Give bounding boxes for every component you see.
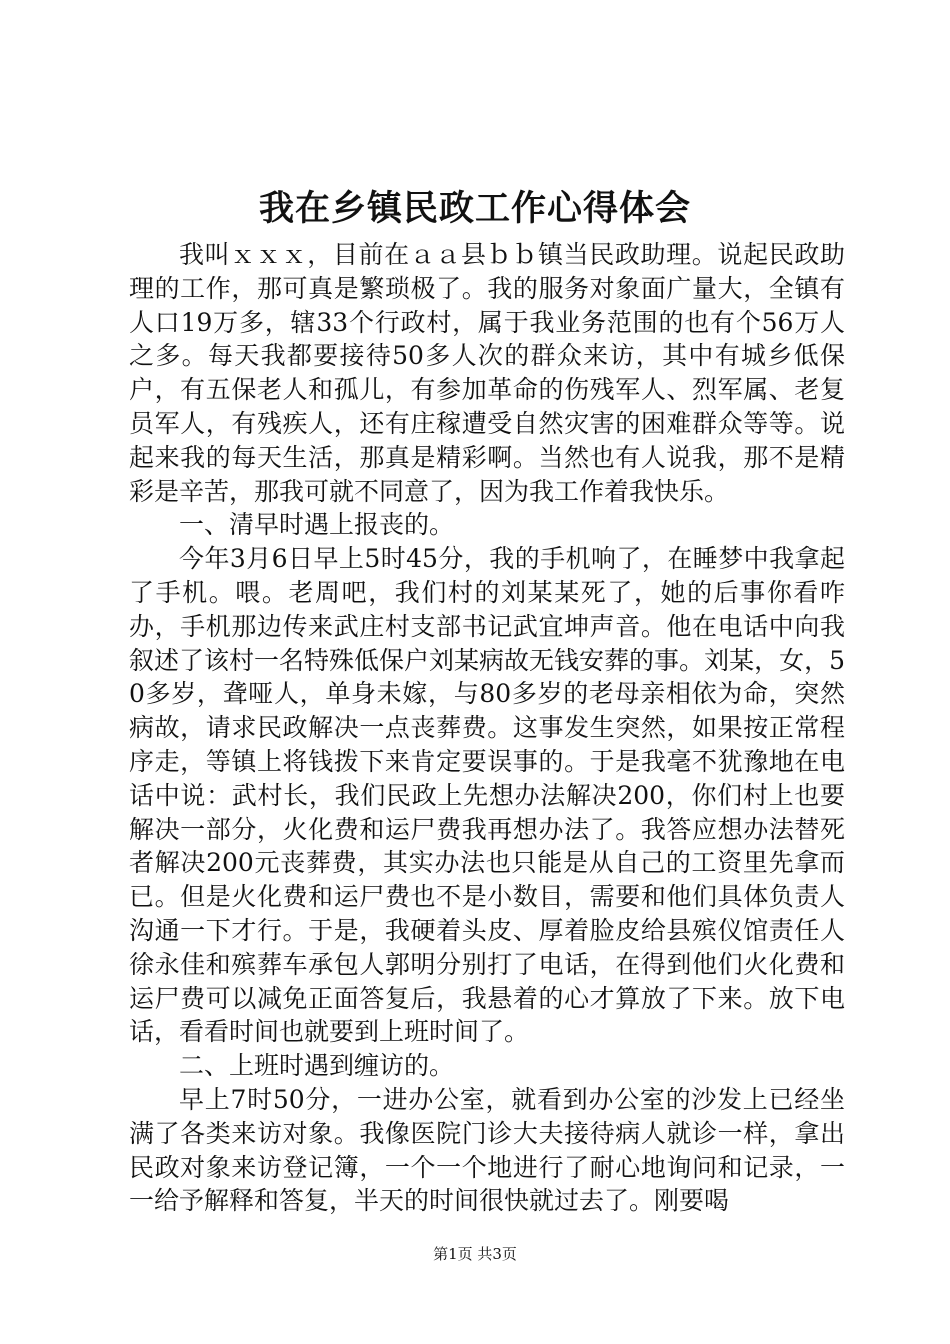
paragraph-section-2: 早上7时50分，一进办公室，就看到办公室的沙发上已经坐满了各类来访对象。我像医院门诊大夫接待病人就诊一样，拿出民政对象来访登记簿，一个一个地进行了耐心地询问和记录，一一给予解释和答复，半天的时间很快就过去了。刚要喝: [129, 1084, 845, 1216]
section-heading-2: 二、上班时遇到缠访的。: [179, 1051, 455, 1081]
page-number-footer: 第1页 共3页: [433, 1245, 517, 1263]
paragraph-section-1: 今年3月6日早上5时45分，我的手机响了，在睡梦中我拿起了手机。喂。老周吧，我们村的刘某某死了，她的后事你看咋办，手机那边传来武庄村支部书记武宜坤声音。他在电话中向我叙述了该村一名特殊低保户刘某病故无钱安葬的事。刘某，女，50多岁，聋哑人，单身未嫁，与80多岁的老母亲相依为命，突然病故，请求民政解决一点丧葬费。这事发生突然，如果按正常程序走，等镇上将钱拨下来肯定要误事的。于是我毫不犹豫地在电话中说：武村长，我们民政上先想办法解决200，你们村上也要解决一部分，火化费和运尸费我再想办法了。我答应想办法替死者解决200元丧葬费，其实办法也只能是从自己的工资里先拿而已。但是火化费和运尸费也不是小数目，需要和他们具体负责人沟通一下才行。于是，我硬着头皮、厚着脸皮给县殡仪馆责任人徐永佳和殡葬车承包人郭明分别打了电话，在得到他们火化费和运尸费可以减免正面答复后，我悬着的心才算放了下来。放下电话，看看时间也就要到上班时间了。: [129, 544, 845, 1047]
document-body: [129, 238, 845, 1218]
paragraph-intro: 我叫ｘｘｘ，目前在ａａ县ｂｂ镇当民政助理。说起民政助理的工作，那可真是繁琐极了。我的服务对象面广量大，全镇有人口19万多，辖33个行政村，属于我业务范围的也有个56万人之多。每天我都要接待50多人次的群众来访，其中有城乡低保户，有五保老人和孤儿，有参加革命的伤残军人、烈军属、老复员军人，有残疾人，还有庄稼遭受自然灾害的困难群众等等。说起来我的每天生活，那真是精彩啊。当然也有人说我，那不是精彩是辛苦，那我可就不同意了，因为我工作着我快乐。: [129, 240, 845, 506]
page-title: 我在乡镇民政工作心得体会: [258, 188, 691, 229]
section-heading-1: 一、清早时遇上报丧的。: [179, 510, 455, 540]
